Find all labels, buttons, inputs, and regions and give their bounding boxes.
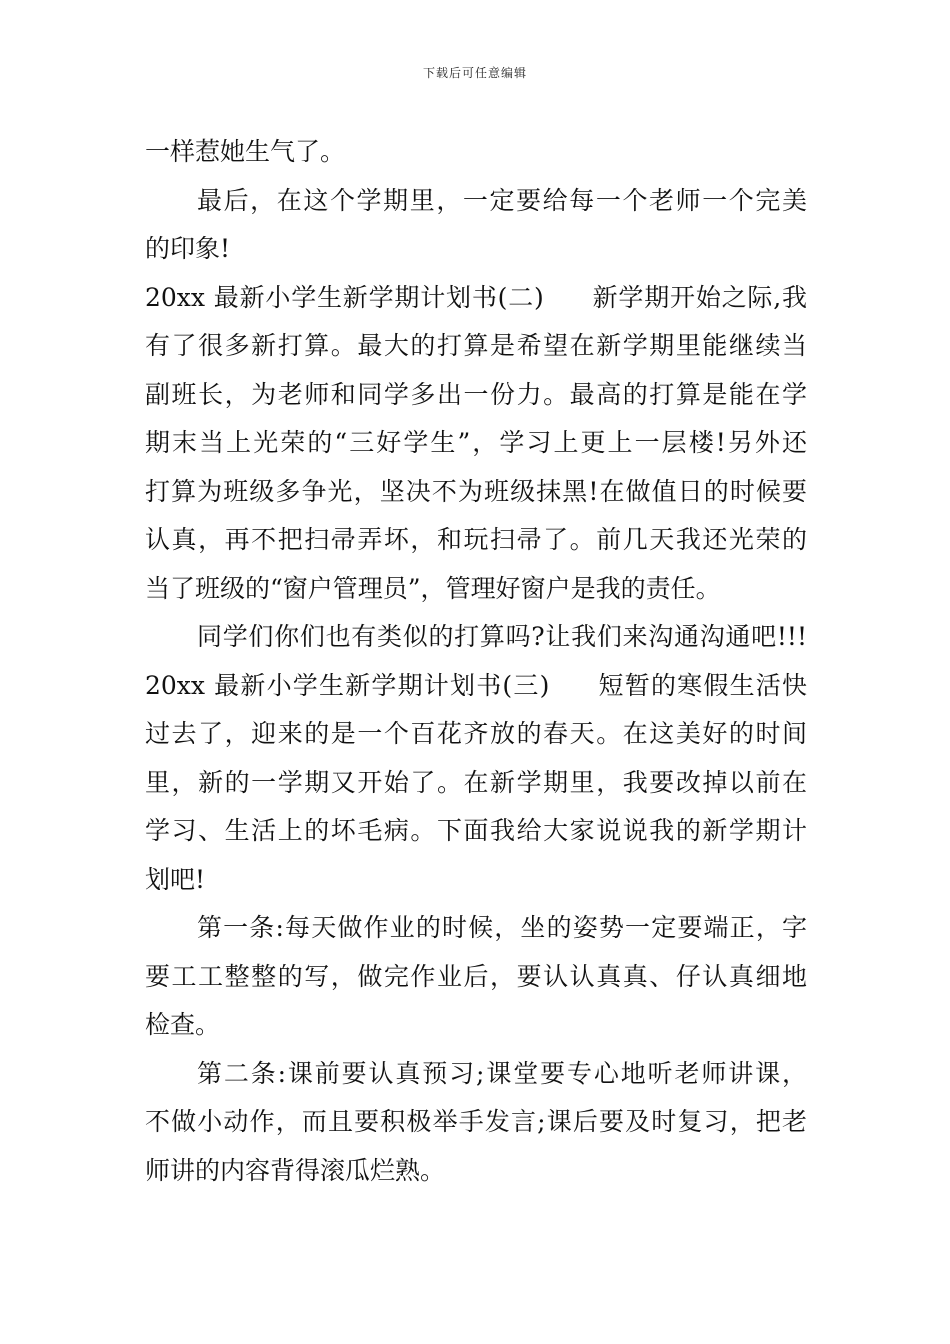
text-line: 里，新的一学期又开始了。在新学期里，我要改掉以前在	[145, 767, 807, 797]
text-line: 一样惹她生气了。	[145, 137, 346, 166]
section-title: 20xx 最新小学生新学期计划书(二)	[145, 282, 544, 312]
section-heading-line	[145, 274, 807, 323]
text-line-rest: 短暂的寒假生活快	[597, 670, 807, 700]
text-line: 认真，再不把扫帚弄坏，和玩扫帚了。前几天我还光荣的	[145, 525, 807, 554]
paragraph-first-line: 第二条:课前要认真预习;课堂要专心地听老师讲课，	[197, 1058, 807, 1088]
text-line-rest: 新学期开始之际,我	[591, 282, 807, 312]
text-line: 检查。	[145, 1010, 221, 1039]
text-line: 期末当上光荣的“三好学生”，学习上更上一层楼!另外还	[145, 428, 807, 457]
paragraph-first-line: 同学们你们也有类似的打算吗?让我们来沟通沟通吧!!!	[197, 622, 807, 651]
text-line: 有了很多新打算。最大的打算是希望在新学期里能继续当	[145, 331, 807, 360]
text-line: 过去了，迎来的是一个百花齐放的春天。在这美好的时间	[145, 719, 807, 748]
text-line: 不做小动作，而且要积极举手发言;课后要及时复习，把老	[145, 1107, 807, 1136]
text-line: 划吧!	[145, 864, 206, 894]
page-header: 下载后可任意编辑	[422, 66, 527, 80]
text-line: 当了班级的“窗户管理员”，管理好窗户是我的责任。	[145, 573, 721, 603]
paragraph-first-line: 第一条:每天做作业的时候，坐的姿势一定要端正，字	[197, 913, 807, 942]
text-line: 学习、生活上的坏毛病。下面我给大家说说我的新学期计	[145, 816, 807, 845]
paragraph-first-line: 最后，在这个学期里，一定要给每一个老师一个完美	[197, 185, 807, 215]
document-body	[145, 128, 807, 1195]
text-line: 副班长，为老师和同学多出一份力。最高的打算是能在学	[145, 379, 807, 409]
text-line: 师讲的内容背得滚瓜烂熟。	[145, 1155, 446, 1185]
text-line: 的印象!	[145, 234, 231, 263]
section-heading-line	[145, 662, 807, 711]
section-title: 20xx 最新小学生新学期计划书(三)	[145, 670, 550, 700]
text-line: 打算为班级多争光，坚决不为班级抹黑!在做值日的时候要	[145, 476, 807, 506]
text-line: 要工工整整的写，做完作业后，要认认真真、仔认真细地	[145, 961, 807, 991]
